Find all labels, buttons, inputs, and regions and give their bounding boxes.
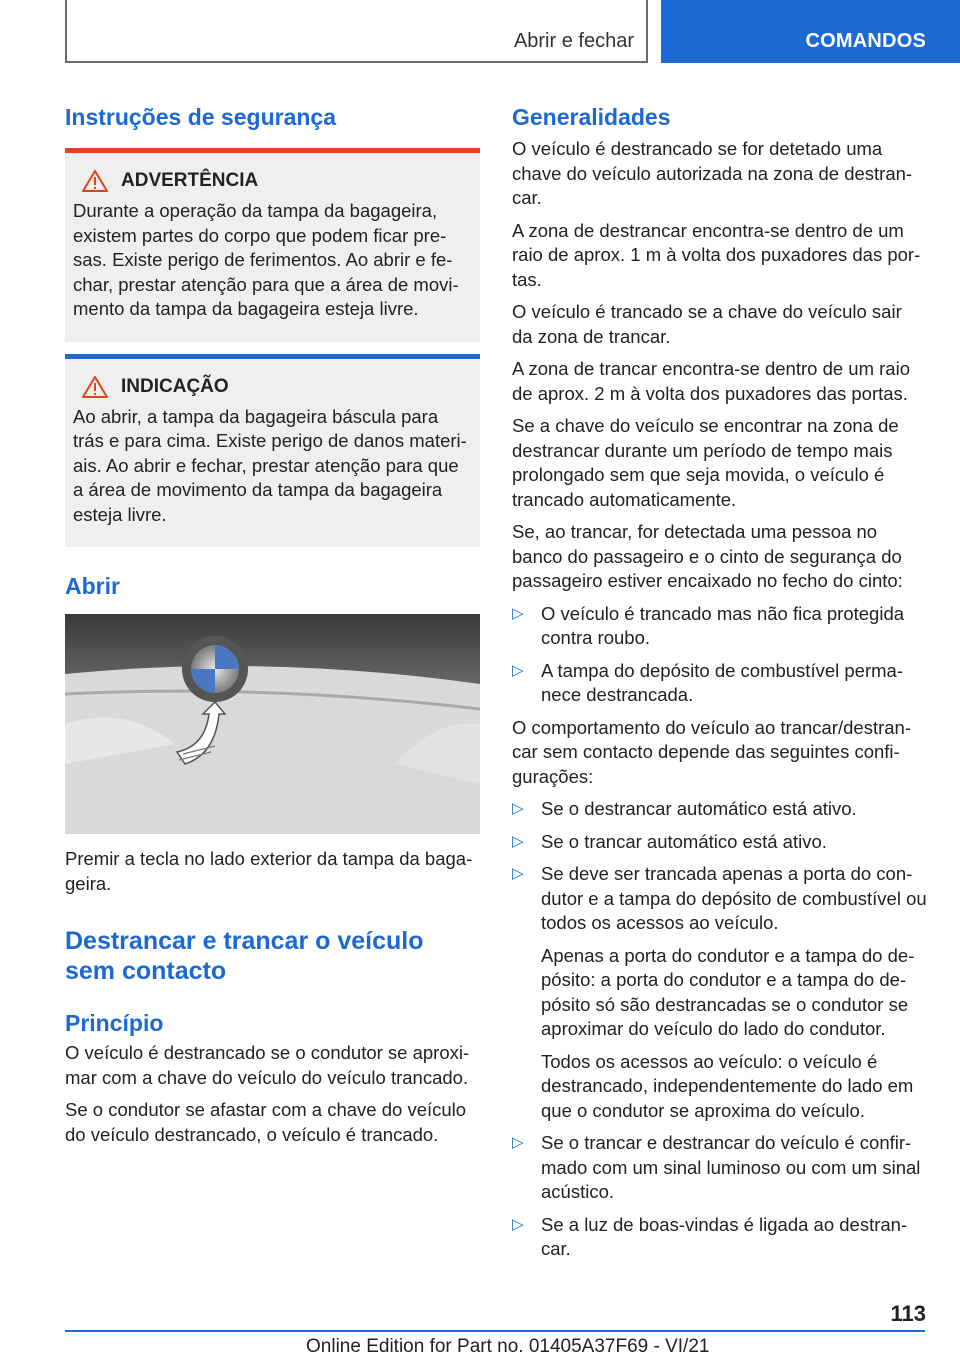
list-item: ▷ O veículo é trancado mas não fica protegida contra roubo. [512,602,927,651]
warning-text: Durante a operação da tampa da bagageira, existem partes do corpo que podem ficar presas. Existe perigo de ferimentos. Ao abrir e fechar, prestar atenção para que a área de movimento da tampa da bagageira esteja livre. [73,200,459,319]
general-paragraph-3: O veículo é trancado se a chave do veículo sair da zona de trancar. [512,301,902,347]
list-item: ▷ Se o trancar e destrancar do veículo é confirmado com um sinal luminoso ou com um sinal acústico. [512,1131,927,1205]
bullet-triangle-icon: ▷ [512,800,524,817]
list-item: ▷ Se o trancar automático está ativo. [512,830,927,855]
safety-heading: Instruções de segurança [65,104,336,130]
bullet-triangle-icon: ▷ [512,1134,524,1151]
bullet-triangle-icon: ▷ [512,865,524,882]
warning-box [65,148,480,342]
general-heading: Generalidades [512,104,671,130]
list-item: ▷ A tampa do depósito de combustível permanece destrancada. [512,659,927,708]
section-tab [661,0,960,63]
general-paragraph-5: Se a chave do veículo se encontrar na zona de destrancar durante um período de tempo mais prolongado sem que seja movida, o veículo é trancado automaticamente. [512,415,899,510]
warning-title: ADVERTÊNCIA [121,170,259,191]
page-number: 113 [890,1301,926,1326]
sub-paragraph-1: Apenas a porta do condutor e a tampa do depósito: a porta do condutor e a tampa do depósito só são destrancadas se o condutor se aproximar do veículo do lado do condutor. [541,944,915,1039]
open-heading: Abrir [65,573,120,599]
general-paragraph-7: O comportamento do veículo ao trancar/destrancar sem contacto depende das seguintes configurações: [512,716,911,787]
sub-paragraph-2: Todos os acessos ao veículo: o veículo é destrancado, independentemente do lado em que o condutor se aproxima do veículo. [541,1050,914,1121]
chapter-title: Abrir e fechar [513,30,634,52]
principle-paragraph-2: Se o condutor se afastar com a chave do veículo do veículo destrancado, o veículo é trancado. [65,1099,467,1145]
trunk-button-photo [65,614,480,834]
photo-caption: Premir a tecla no lado exterior da tampa da bagageira. [65,848,473,894]
notice-title: INDICAÇÃO [121,375,229,397]
footer-edition: Online Edition for Part no. 01405A37F69 - VI/21 [306,1336,710,1357]
principle-heading: Princípio [65,1010,164,1036]
footer-divider [65,1330,925,1332]
bullet-triangle-icon: ▷ [512,832,524,850]
bullet-triangle-icon: ▷ [512,1215,524,1233]
general-paragraph-6: Se, ao trancar, for detectada uma pessoa no banco do passageiro e o cinto de segurança do passageiro estiver encaixado no fecho do cinto: [512,521,903,591]
warning-triangle-icon [81,169,109,193]
bullet-triangle-icon: ▷ [512,661,524,679]
list-item: ▷ Se deve ser trancada apenas a porta do condutor e a tampa do depósito de combustível ou todos os acessos ao veículo. [512,862,927,936]
general-paragraph-4: A zona de trancar encontra-se dentro de um raio de aprox. 2 m à volta dos puxadores das portas. [512,358,910,404]
bullet-triangle-icon: ▷ [512,604,524,622]
section-title: COMANDOS [805,30,926,52]
list-item: ▷ Se a luz de boas-vindas é ligada ao destrancar. [512,1213,927,1262]
left-column [65,100,480,1147]
notice-triangle-icon [81,375,109,399]
principle-paragraph-1: O veículo é destrancado se o condutor se aproximar com a chave do veículo do veículo trancado. [65,1042,470,1088]
general-paragraph-1: O veículo é destrancado se for detetado uma chave do veículo autorizada na zona de destrancar. [512,138,913,208]
notice-box [65,354,480,548]
general-paragraph-2: A zona de destrancar encontra-se dentro de um raio de aprox. 1 m à volta dos puxadores das portas. [512,219,921,290]
chapter-tab [65,0,648,63]
right-column [512,100,927,1262]
list-item: ▷ Se o destrancar automático está ativo. [512,797,927,822]
notice-text: Ao abrir, a tampa da bagageira báscula para trás e para cima. Existe perigo de danos materiais. Ao abrir e fechar, prestar atenção para que a área de movimento da tampa da bagageira esteja livre. [73,405,467,525]
keyless-heading: Destrancar e trancar o veículo sem contacto [65,927,424,985]
